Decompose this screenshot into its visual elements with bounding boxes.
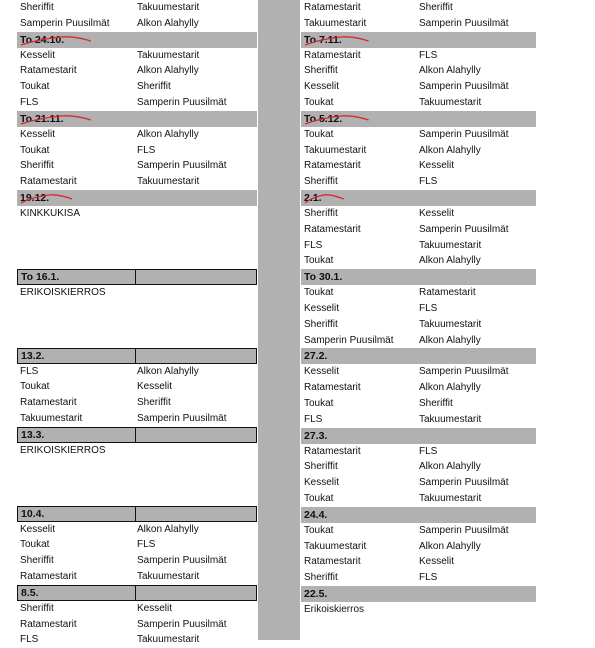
- match-row: [301, 444, 536, 460]
- home-team: Ratamestarit: [20, 65, 77, 77]
- round-date-text: 19.12.: [20, 191, 50, 204]
- away-team: Alkon Alahylly: [419, 334, 481, 346]
- home-team: Kesselit: [20, 523, 56, 535]
- round-date-text: To 30.1.: [304, 271, 343, 284]
- round-date-text: To 5.12.: [304, 112, 343, 125]
- match-row: [301, 222, 536, 238]
- home-team: FLS: [20, 634, 39, 646]
- match-row: [301, 206, 536, 222]
- away-team: Samperin Puusilmät: [419, 81, 509, 93]
- round-date-text: To 7.11.: [304, 33, 342, 46]
- round-date-header: [17, 506, 257, 522]
- match-row: [301, 380, 536, 396]
- schedule-column-right: [301, 0, 536, 618]
- match-row: [17, 143, 257, 159]
- match-row: [301, 317, 536, 333]
- match-row: [301, 158, 536, 174]
- center-gray-divider: [258, 0, 300, 640]
- match-row: [17, 63, 257, 79]
- away-team: Takuumestarit: [137, 634, 200, 646]
- match-row: [301, 301, 536, 317]
- home-team: Sheriffit: [304, 176, 338, 188]
- away-team: Takuumestarit: [137, 176, 200, 188]
- home-team: FLS: [304, 239, 323, 251]
- home-team: Ratamestarit: [304, 160, 361, 172]
- round-date-header: [17, 111, 257, 127]
- match-row: [17, 364, 257, 380]
- round-date-text: To 16.1.: [21, 270, 60, 283]
- round-date-text: To 24.10.: [20, 33, 65, 46]
- match-row: [17, 379, 257, 395]
- home-team: Toukat: [20, 381, 50, 393]
- away-team: Kesselit: [419, 556, 455, 568]
- round-block: [301, 111, 536, 190]
- home-team: Ratamestarit: [304, 556, 361, 568]
- away-team: Takuumestarit: [419, 96, 482, 108]
- match-row: [301, 554, 536, 570]
- round-block: [17, 427, 257, 506]
- home-team: Toukat: [304, 287, 334, 299]
- round-date-header: [301, 111, 536, 127]
- away-team: FLS: [419, 445, 438, 457]
- round-block: [17, 190, 257, 269]
- header-cell-divider: [135, 427, 136, 443]
- match-row: [17, 174, 257, 190]
- header-cell-divider: [135, 585, 136, 601]
- home-team: Takuumestarit: [20, 412, 83, 424]
- match-row: [17, 79, 257, 95]
- match-row: [17, 206, 257, 222]
- header-cell-divider: [135, 269, 136, 285]
- away-team: Samperin Puusilmät: [137, 555, 227, 567]
- home-team: Kesselit: [20, 128, 56, 140]
- home-team: Ratamestarit: [20, 176, 77, 188]
- match-row: [301, 570, 536, 586]
- home-team: Sheriffit: [20, 602, 54, 614]
- home-team: Ratamestarit: [304, 2, 361, 13]
- round-block: [301, 348, 536, 427]
- home-team: Toukat: [20, 539, 50, 551]
- home-team: Sheriffit: [304, 461, 338, 473]
- home-team: Kesselit: [304, 366, 340, 378]
- match-row: [17, 395, 257, 411]
- home-team: Kesselit: [304, 81, 340, 93]
- away-team: Kesselit: [419, 207, 455, 219]
- away-team: Samperin Puusilmät: [137, 96, 227, 108]
- home-team: Toukat: [304, 397, 334, 409]
- match-row: [301, 602, 536, 618]
- match-row: [17, 16, 257, 32]
- away-team: FLS: [137, 539, 156, 551]
- away-team: Alkon Alahylly: [419, 65, 481, 77]
- home-team: Ratamestarit: [20, 397, 77, 409]
- home-team: Ratamestarit: [304, 445, 361, 457]
- away-team: Alkon Alahylly: [419, 144, 481, 156]
- away-team: Samperin Puusilmät: [419, 477, 509, 489]
- home-team: Kesselit: [20, 49, 56, 61]
- round-date-text: 13.3.: [21, 428, 45, 441]
- match-row: [17, 522, 257, 538]
- empty-space: [17, 301, 257, 348]
- away-team: Samperin Puusilmät: [419, 366, 509, 378]
- red-strikethrough-mark: [17, 32, 257, 48]
- match-row: [301, 475, 536, 491]
- round-date-text: To 21.11.: [20, 112, 64, 125]
- home-team: Takuumestarit: [304, 17, 367, 29]
- match-row: [17, 95, 257, 111]
- match-row: [301, 539, 536, 555]
- home-team: Toukat: [304, 524, 334, 536]
- round-block: [301, 586, 536, 618]
- match-row: [301, 127, 536, 143]
- header-cell-divider: [135, 348, 136, 364]
- home-team: Takuumestarit: [304, 540, 367, 552]
- round-date-text: 8.5.: [21, 586, 39, 599]
- away-team: Alkon Alahylly: [137, 365, 199, 377]
- match-row: [301, 143, 536, 159]
- home-team: Sheriffit: [304, 207, 338, 219]
- home-team: Sheriffit: [20, 2, 54, 13]
- away-team: Ratamestarit: [419, 287, 476, 299]
- away-team: Kesselit: [419, 160, 455, 172]
- match-row: [301, 491, 536, 507]
- red-strikethrough-mark: [301, 111, 536, 127]
- match-row: [301, 174, 536, 190]
- away-team: Sheriffit: [137, 81, 171, 93]
- header-cell-divider: [135, 506, 136, 522]
- away-team: FLS: [419, 49, 438, 61]
- round-date-header: [17, 427, 257, 443]
- match-row: [301, 459, 536, 475]
- round-block: [17, 0, 257, 32]
- away-team: Takuumestarit: [419, 318, 482, 330]
- match-row: [17, 601, 257, 617]
- away-team: Takuumestarit: [419, 492, 482, 504]
- home-team: Sheriffit: [304, 572, 338, 584]
- away-team: Sheriffit: [137, 397, 171, 409]
- red-strikethrough-mark: [301, 190, 536, 206]
- home-team: Erikoiskierros: [304, 603, 365, 615]
- away-team: Alkon Alahylly: [419, 540, 481, 552]
- match-row: [17, 158, 257, 174]
- home-team: Samperin Puusilmät: [20, 17, 110, 29]
- home-team: Toukat: [20, 144, 50, 156]
- round-date-text: 13.2.: [21, 349, 45, 362]
- home-team: Sheriffit: [304, 65, 338, 77]
- round-date-header: [301, 348, 536, 364]
- home-team: Toukat: [304, 255, 334, 267]
- round-block: [17, 506, 257, 585]
- away-team: Takuumestarit: [137, 49, 200, 61]
- red-strikethrough-mark: [17, 111, 257, 127]
- round-date-text: 27.3.: [304, 429, 328, 442]
- match-row: [17, 632, 257, 648]
- away-team: Samperin Puusilmät: [419, 17, 509, 29]
- round-date-header: [17, 269, 257, 285]
- home-team: Toukat: [304, 128, 334, 140]
- round-block: [17, 32, 257, 111]
- empty-space: [17, 222, 257, 269]
- match-row: [17, 569, 257, 585]
- round-block: [301, 269, 536, 348]
- away-team: Samperin Puusilmät: [137, 618, 227, 630]
- match-row: [301, 0, 536, 16]
- round-date-header: [301, 269, 536, 285]
- round-date-header: [17, 585, 257, 601]
- away-team: Alkon Alahylly: [137, 65, 199, 77]
- away-team: Samperin Puusilmät: [419, 128, 509, 140]
- round-date-header: [301, 32, 536, 48]
- match-row: [301, 396, 536, 412]
- home-team: KINKKUKISA: [20, 207, 81, 219]
- home-team: ERIKOISKIERROS: [20, 444, 106, 456]
- round-block: [301, 507, 536, 586]
- away-team: Alkon Alahylly: [137, 128, 199, 140]
- match-row: [301, 79, 536, 95]
- away-team: Takuumestarit: [419, 413, 482, 425]
- home-team: FLS: [304, 413, 323, 425]
- round-date-header: [17, 348, 257, 364]
- home-team: FLS: [20, 96, 39, 108]
- home-team: FLS: [20, 365, 39, 377]
- away-team: FLS: [137, 144, 156, 156]
- match-row: [17, 553, 257, 569]
- round-date-header: [301, 190, 536, 206]
- round-date-text: 2.1.: [304, 191, 322, 204]
- away-team: Takuumestarit: [137, 570, 200, 582]
- round-block: [17, 585, 257, 648]
- home-team: Sheriffit: [304, 318, 338, 330]
- match-row: [301, 238, 536, 254]
- round-date-header: [301, 428, 536, 444]
- round-block: [17, 269, 257, 348]
- round-date-text: 24.4.: [304, 508, 328, 521]
- match-row: [301, 16, 536, 32]
- home-team: Ratamestarit: [304, 49, 361, 61]
- away-team: Alkon Alahylly: [419, 255, 481, 267]
- round-date-header: [17, 190, 257, 206]
- red-strikethrough-mark: [301, 32, 536, 48]
- away-team: Samperin Puusilmät: [137, 412, 227, 424]
- round-date-text: 27.2.: [304, 350, 328, 363]
- schedule-column-left: [17, 0, 257, 648]
- round-block: [17, 348, 257, 427]
- round-date-text: 22.5.: [304, 587, 328, 600]
- match-row: [301, 412, 536, 428]
- away-team: Takuumestarit: [419, 239, 482, 251]
- away-team: Sheriffit: [419, 2, 453, 13]
- match-row: [301, 48, 536, 64]
- home-team: Ratamestarit: [304, 382, 361, 394]
- round-block: [301, 428, 536, 507]
- match-row: [301, 95, 536, 111]
- away-team: Alkon Alahylly: [137, 17, 199, 29]
- away-team: Takuumestarit: [137, 2, 200, 13]
- away-team: FLS: [419, 572, 438, 584]
- home-team: Samperin Puusilmät: [304, 334, 394, 346]
- match-row: [301, 285, 536, 301]
- round-date-header: [17, 32, 257, 48]
- away-team: Samperin Puusilmät: [419, 524, 509, 536]
- match-row: [17, 48, 257, 64]
- away-team: Kesselit: [137, 381, 173, 393]
- round-block: [301, 0, 536, 32]
- home-team: Ratamestarit: [20, 570, 77, 582]
- match-row: [301, 63, 536, 79]
- round-block: [17, 111, 257, 190]
- match-row: [17, 537, 257, 553]
- round-block: [301, 190, 536, 269]
- away-team: Samperin Puusilmät: [137, 160, 227, 172]
- home-team: Kesselit: [304, 302, 340, 314]
- empty-space: [17, 459, 257, 506]
- match-row: [301, 253, 536, 269]
- home-team: Sheriffit: [20, 555, 54, 567]
- match-row: [17, 0, 257, 16]
- round-date-text: 10.4.: [21, 507, 45, 520]
- round-block: [301, 32, 536, 111]
- home-team: Toukat: [20, 81, 50, 93]
- round-date-header: [301, 586, 536, 602]
- away-team: FLS: [419, 302, 438, 314]
- match-row: [17, 285, 257, 301]
- home-team: Toukat: [304, 492, 334, 504]
- match-row: [17, 443, 257, 459]
- away-team: FLS: [419, 176, 438, 188]
- home-team: Ratamestarit: [304, 223, 361, 235]
- home-team: Kesselit: [304, 477, 340, 489]
- away-team: Sheriffit: [419, 397, 453, 409]
- match-row: [17, 411, 257, 427]
- match-row: [17, 127, 257, 143]
- home-team: Toukat: [304, 96, 334, 108]
- away-team: Kesselit: [137, 602, 173, 614]
- away-team: Alkon Alahylly: [419, 382, 481, 394]
- away-team: Samperin Puusilmät: [419, 223, 509, 235]
- home-team: Ratamestarit: [20, 618, 77, 630]
- red-strikethrough-mark: [17, 190, 257, 206]
- round-date-header: [301, 507, 536, 523]
- match-row: [301, 333, 536, 349]
- away-team: Alkon Alahylly: [419, 461, 481, 473]
- match-row: [301, 364, 536, 380]
- home-team: ERIKOISKIERROS: [20, 286, 106, 298]
- home-team: Takuumestarit: [304, 144, 367, 156]
- away-team: Alkon Alahylly: [137, 523, 199, 535]
- match-row: [17, 617, 257, 633]
- home-team: Sheriffit: [20, 160, 54, 172]
- match-row: [301, 523, 536, 539]
